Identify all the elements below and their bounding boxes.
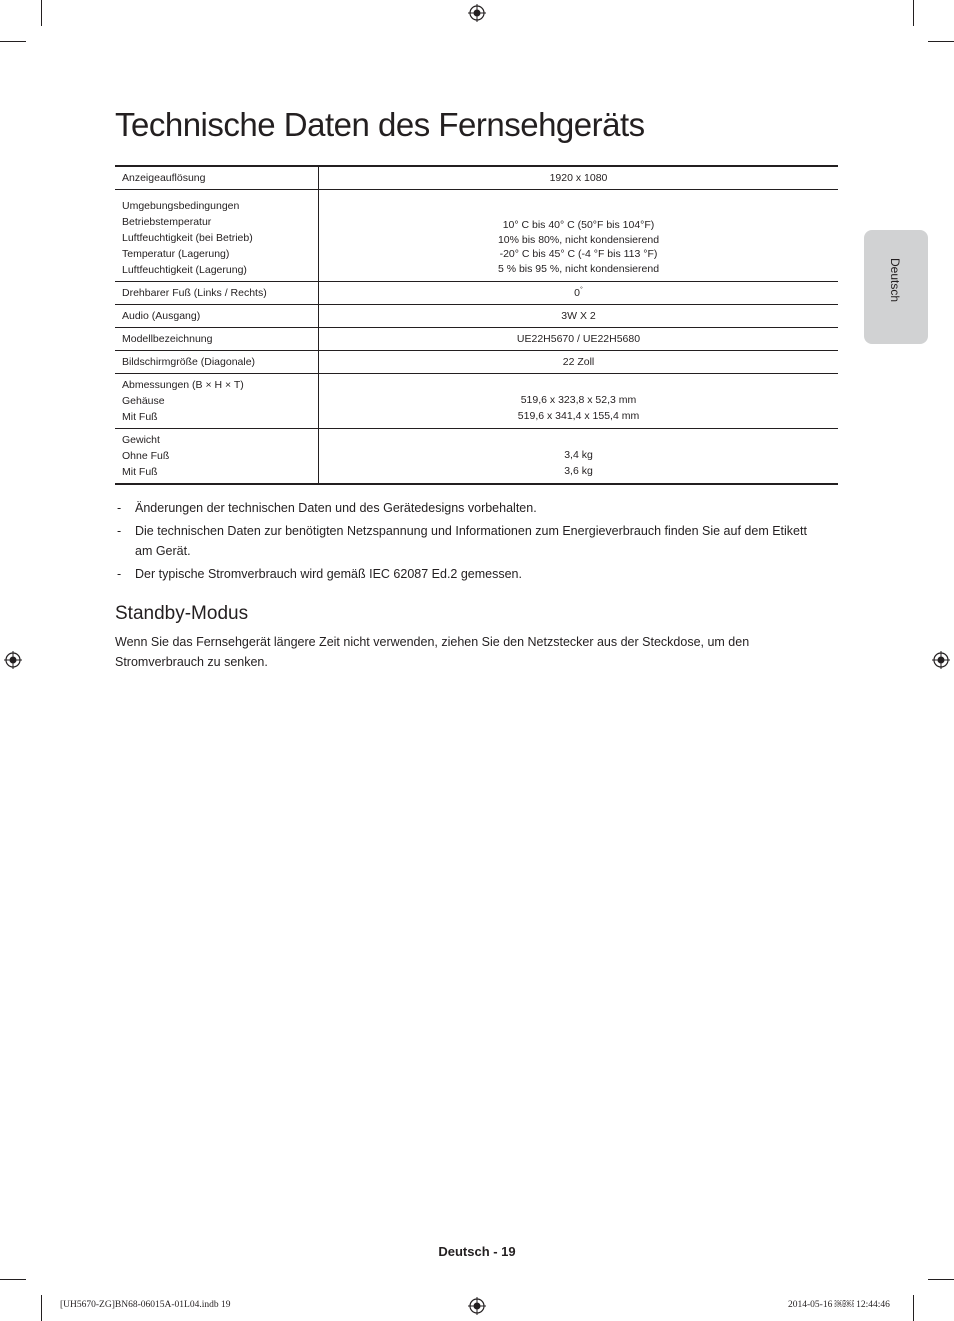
notes-list	[115, 498, 815, 587]
table-row	[115, 429, 838, 485]
spec-label: Umgebungsbedingungen Betriebstemperatur Luftfeuchtigkeit (bei Betrieb) Temperatur (Lagerung) Luftfeuchtigkeit (Lagerung)	[115, 190, 319, 282]
spec-value: 22 Zoll	[319, 351, 839, 374]
table-row	[115, 190, 838, 282]
list-item: - Der typische Stromverbrauch wird gemäß IEC 62087 Ed.2 gemessen.	[117, 567, 522, 581]
table-row	[115, 374, 838, 429]
registration-mark-icon	[932, 651, 950, 669]
crop-mark	[0, 41, 26, 42]
spec-label: Modellbezeichnung	[115, 328, 319, 351]
crop-mark	[41, 1295, 42, 1321]
crop-mark	[928, 41, 954, 42]
spec-label: Drehbarer Fuß (Links / Rechts)	[115, 282, 319, 305]
crop-mark	[913, 1295, 914, 1321]
side-tab-label: Deutsch	[888, 258, 902, 303]
print-slug-right: 2014-05-16 ￼￼ 12:44:46	[788, 1300, 890, 1310]
degree-superscript: °	[580, 286, 583, 294]
spec-label: Anzeigeauflösung	[115, 166, 319, 190]
page-number: Deutsch - 19	[438, 1244, 516, 1259]
spec-label: Bildschirmgröße (Diagonale)	[115, 351, 319, 374]
table-row	[115, 328, 838, 351]
table-row	[115, 351, 838, 374]
list-item: - Die technischen Daten zur benötigten Netzspannung und Informationen zum Energieverbrauch finden Sie auf dem Etikett am Gerät.	[117, 524, 807, 558]
spec-label: Audio (Ausgang)	[115, 305, 319, 328]
spec-value: 10° C bis 40° C (50°F bis 104°F) 10% bis 80%, nicht kondensierend -20° C bis 45° C (-4 °F bis 113 °F) 5 % bis 95 %, nicht kondensierend	[319, 190, 839, 282]
crop-mark	[913, 0, 914, 26]
spec-label: Abmessungen (B × H × T) Gehäuse Mit Fuß	[115, 374, 319, 429]
crop-mark	[928, 1279, 954, 1280]
registration-mark-icon	[4, 651, 22, 669]
spec-value: 0°	[319, 282, 839, 305]
page-title: Technische Daten des Fernsehgeräts	[115, 106, 645, 143]
registration-mark-icon	[468, 4, 486, 22]
spec-value: 3,4 kg 3,6 kg	[564, 449, 593, 477]
spec-label: Gewicht Ohne Fuß Mit Fuß	[115, 429, 319, 485]
language-side-tab	[864, 230, 928, 344]
spec-table	[115, 165, 838, 485]
print-slug-left: [UH5670-ZG]BN68-06015A-01L04.indb 19	[60, 1300, 231, 1310]
section-heading: Standby-Modus	[115, 603, 249, 624]
spec-value: 519,6 x 323,8 x 52,3 mm 519,6 x 341,4 x 155,4 mm	[319, 374, 839, 429]
standby-paragraph: Wenn Sie das Fernsehgerät längere Zeit nicht verwenden, ziehen Sie den Netzstecker aus der Steckdose, um den Stromverbrauch zu senken.	[115, 635, 750, 669]
spec-value: 1920 x 1080	[319, 166, 839, 190]
list-item: - Änderungen der technischen Daten und des Gerätedesigns vorbehalten.	[117, 501, 537, 515]
table-row	[115, 282, 838, 305]
crop-mark	[41, 0, 42, 26]
crop-mark	[0, 1279, 26, 1280]
registration-mark-icon	[468, 1297, 486, 1315]
table-row	[115, 305, 838, 328]
spec-value: 3W X 2	[319, 305, 839, 328]
table-row	[115, 166, 838, 190]
spec-value: UE22H5670 / UE22H5680	[319, 328, 839, 351]
